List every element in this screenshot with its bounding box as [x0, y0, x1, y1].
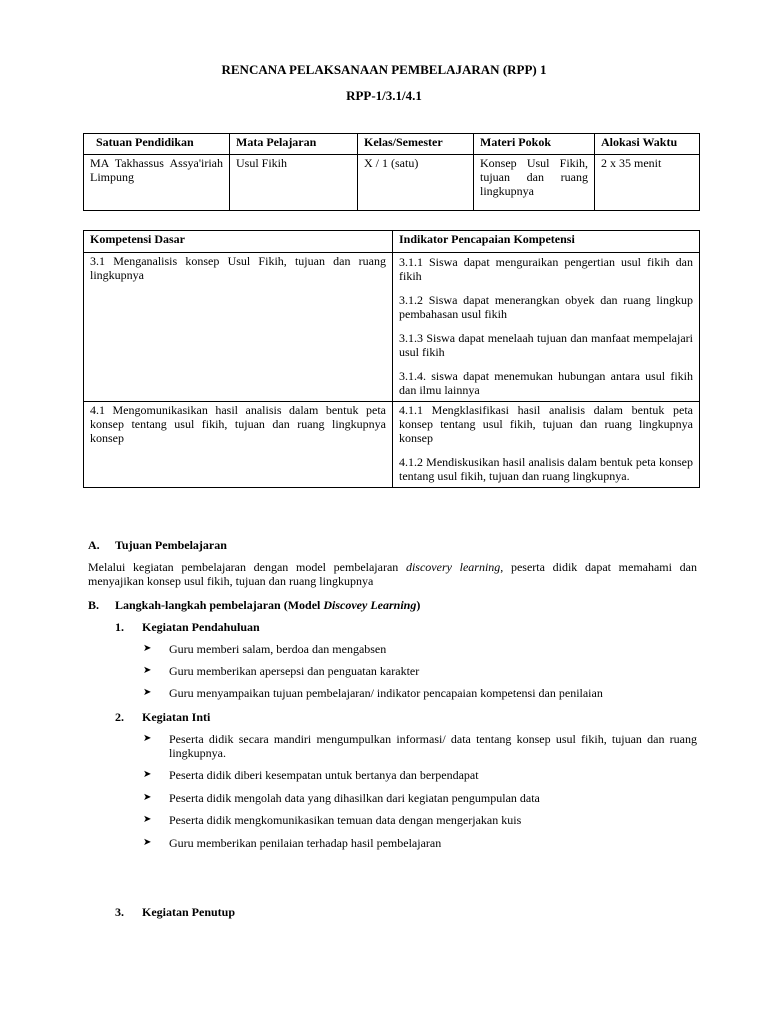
indikator-cell — [393, 253, 700, 402]
header-alokasi-waktu: Alokasi Waktu — [595, 134, 700, 155]
subsection-number: 3. — [115, 905, 124, 919]
header-mata-pelajaran: Mata Pelajaran — [230, 134, 358, 155]
list-item: Peserta didik mengkomunikasikan temuan data dengan mengerjakan kuis — [169, 813, 522, 827]
list-item: Peserta didik mengolah data yang dihasilkan dari kegiatan pengumpulan data — [169, 791, 540, 805]
indikator-item: 4.1.1 Mengklasifikasi hasil analisis dalam bentuk peta konsep tentang usul fikih, tujuan dan ruang lingkupnya konsep — [399, 403, 693, 445]
section-b-heading: Langkah-langkah pembelajaran (Model Discovey Learning) — [115, 598, 421, 612]
indikator-item: 3.1.2 Siswa dapat menerangkan obyek dan ruang lingkup pembahasan usul fikih — [399, 293, 693, 321]
arrow-bullet-icon: ➤ — [143, 733, 152, 744]
info-table — [83, 133, 700, 211]
section-a-paragraph: Melalui kegiatan pembelajaran dengan model pembelajaran discovery learning, peserta didik dapat memahami dan menyajikan konsep usul fikih, tujuan dan ruang lingkupnya — [88, 560, 697, 588]
kompetensi-row — [84, 253, 700, 402]
arrow-bullet-icon: ➤ — [143, 814, 152, 825]
arrow-bullet-icon: ➤ — [143, 687, 152, 698]
info-table-row — [84, 155, 700, 211]
arrow-bullet-icon: ➤ — [143, 643, 152, 654]
cell-alokasi-waktu: 2 x 35 menit — [595, 155, 700, 211]
indikator-item: 3.1.1 Siswa dapat menguraikan pengertian usul fikih dan fikih — [399, 255, 693, 283]
indikator-item: 3.1.4. siswa dapat menemukan hubungan antara usul fikih dan ilmu lainnya — [399, 369, 693, 397]
document-title: RENCANA PELAKSANAAN PEMBELAJARAN (RPP) 1 — [221, 62, 547, 77]
cell-mata-pelajaran: Usul Fikih — [230, 155, 358, 211]
cell-satuan-pendidikan: MA Takhassus Assya'iriah Limpung — [84, 155, 230, 211]
list-item: Guru memberikan penilaian terhadap hasil pembelajaran — [169, 836, 442, 850]
arrow-bullet-icon: ➤ — [143, 792, 152, 803]
header-kompetensi-dasar: Kompetensi Dasar — [84, 231, 393, 253]
indikator-cell — [393, 402, 700, 488]
list-item: Guru memberikan apersepsi dan penguatan karakter — [169, 664, 420, 678]
header-kelas-semester: Kelas/Semester — [358, 134, 474, 155]
indikator-item: 4.1.2 Mendiskusikan hasil analisis dalam bentuk peta konsep tentang usul fikih, tujuan dan ruang lingkupnya. — [399, 455, 693, 483]
kompetensi-row — [84, 402, 700, 488]
section-a-heading: Tujuan Pembelajaran — [115, 538, 227, 552]
list-item: Guru menyampaikan tujuan pembelajaran/ indikator pencapaian kompetensi dan penilaian — [169, 686, 603, 700]
header-indikator: Indikator Pencapaian Kompetensi — [393, 231, 700, 253]
kompetensi-header-row — [84, 231, 700, 253]
section-b-label: B. — [88, 598, 100, 612]
kd-cell: 4.1 Mengomunikasikan hasil analisis dalam bentuk peta konsep tentang usul fikih, tujuan dan ruang lingkupnya konsep — [84, 402, 393, 488]
list-item: Peserta didik diberi kesempatan untuk bertanya dan berpendapat — [169, 768, 479, 782]
arrow-bullet-icon: ➤ — [143, 837, 152, 848]
document-subtitle: RPP-1/3.1/4.1 — [346, 88, 422, 103]
section-a-label: A. — [88, 538, 100, 552]
indikator-item: 3.1.3 Siswa dapat menelaah tujuan dan manfaat mempelajari usul fikih — [399, 331, 693, 359]
arrow-bullet-icon: ➤ — [143, 769, 152, 780]
header-satuan-pendidikan: Satuan Pendidikan — [84, 134, 230, 155]
subsection-number: 1. — [115, 620, 124, 634]
kd-cell: 3.1 Menganalisis konsep Usul Fikih, tujuan dan ruang lingkupnya — [84, 253, 393, 402]
list-item: Guru memberi salam, berdoa dan mengabsen — [169, 642, 387, 656]
kompetensi-table — [83, 230, 700, 488]
subsection-heading: Kegiatan Pendahuluan — [142, 620, 260, 634]
info-table-header-row — [84, 134, 700, 155]
subsection-number: 2. — [115, 710, 124, 724]
cell-kelas-semester: X / 1 (satu) — [358, 155, 474, 211]
subsection-heading: Kegiatan Penutup — [142, 905, 236, 919]
arrow-bullet-icon: ➤ — [143, 665, 152, 676]
cell-materi-pokok: Konsep Usul Fikih, tujuan dan ruang lingkupnya — [474, 155, 595, 211]
header-materi-pokok: Materi Pokok — [474, 134, 595, 155]
list-item: Peserta didik secara mandiri mengumpulkan informasi/ data tentang konsep usul fikih, tujuan dan ruang lingkupnya. — [169, 732, 697, 760]
subsection-heading: Kegiatan Inti — [142, 710, 211, 724]
